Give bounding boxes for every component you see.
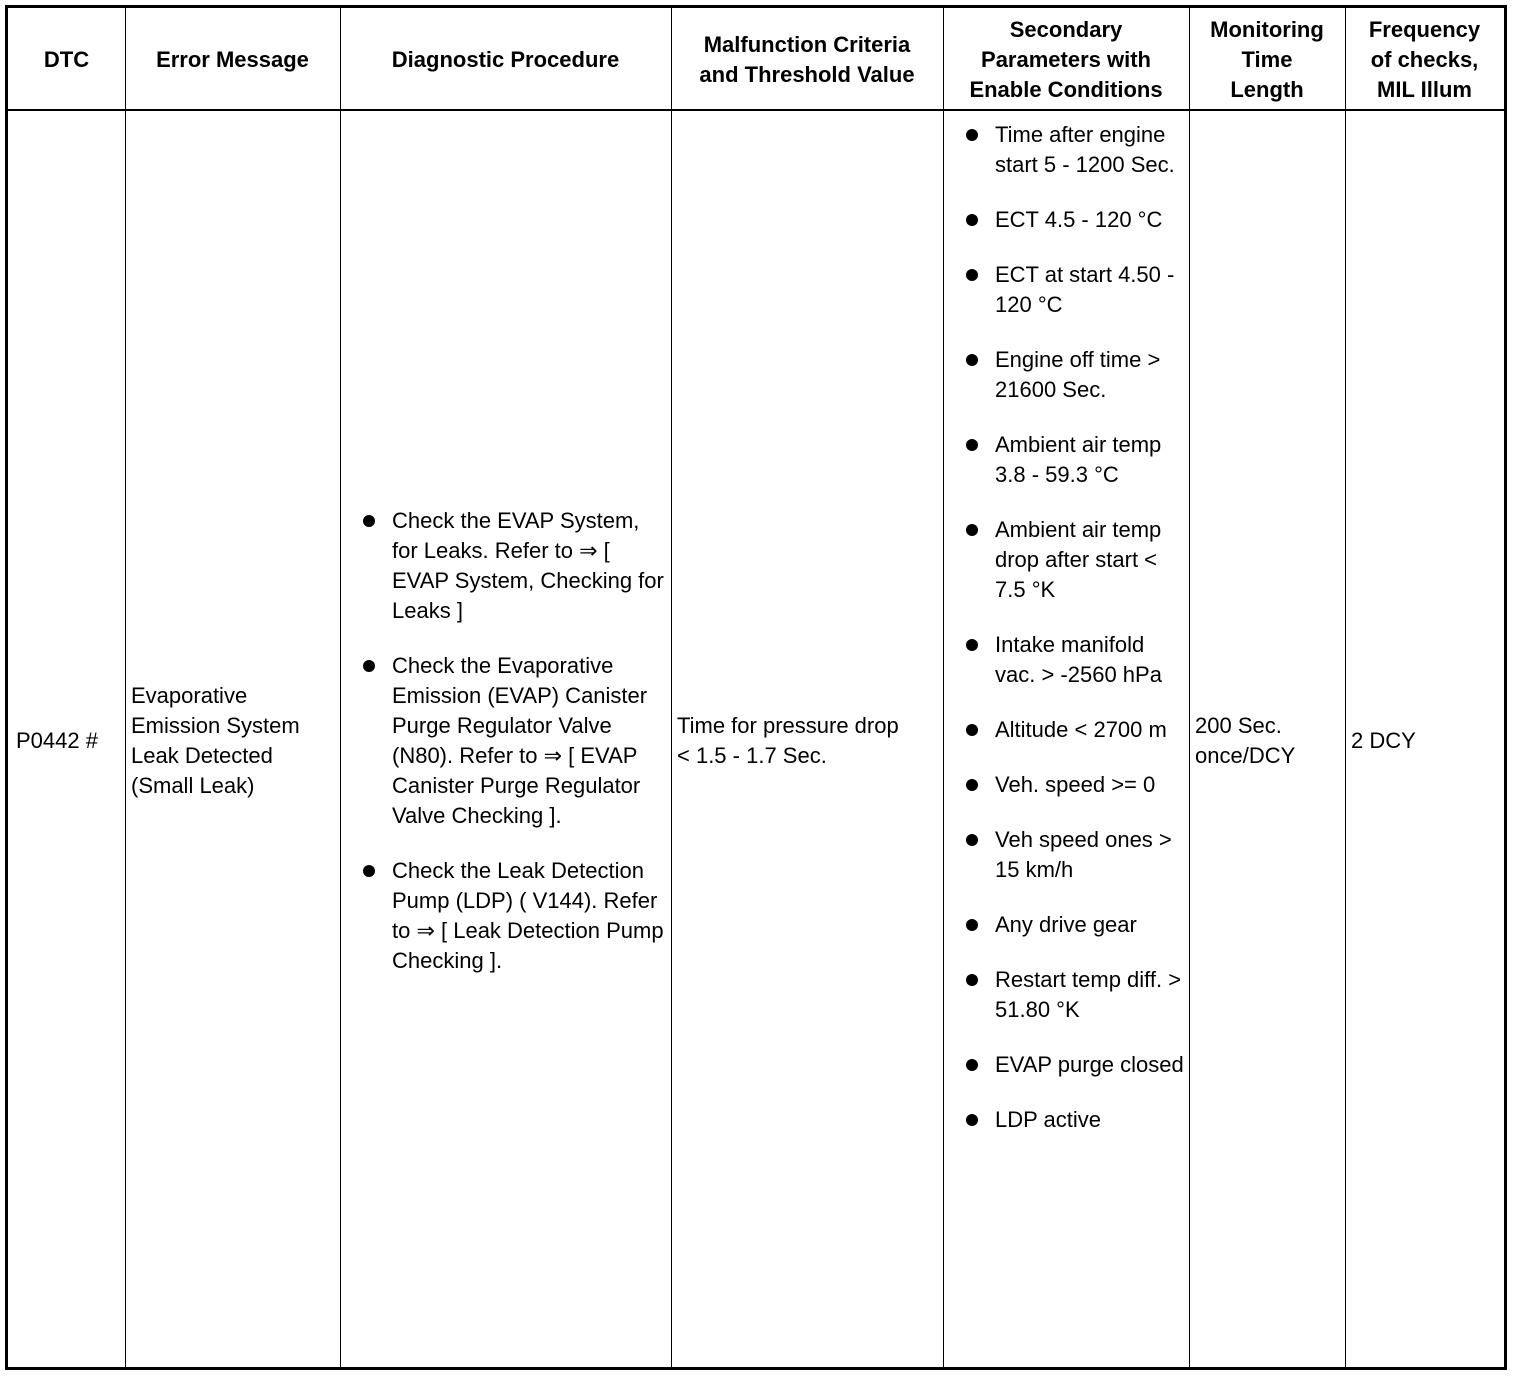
- enable-condition: ECT 4.5 - 120 °C: [963, 205, 1187, 235]
- enable-condition: Intake manifold vac. > -2560 hPa: [963, 630, 1187, 690]
- row-error-message-cell: [125, 111, 340, 1370]
- diagnostic-step: Check the EVAP System, for Leaks. Refer to ⇒ [ EVAP System, Checking for Leaks ]: [360, 506, 667, 626]
- row-monitoring-time-cell: [1189, 111, 1345, 1370]
- dtc-code: P0442 #: [16, 727, 98, 753]
- diagnostic-step: Check the Leak Detection Pump (LDP) ( V144). Refer to ⇒ [ Leak Detection Pump Checking ].: [360, 856, 667, 976]
- enable-condition: Time after engine start 5 - 1200 Sec.: [963, 120, 1187, 180]
- frequency-value: 2 DCY: [1351, 727, 1416, 753]
- dtc-table: [5, 5, 1507, 1370]
- header-malfunction-criteria: Malfunction Criteria and Threshold Value: [699, 31, 915, 87]
- header-secondary-parameters: Secondary Parameters with Enable Conditions: [969, 16, 1163, 102]
- row-secondary-parameters-cell: [943, 111, 1189, 1370]
- secondary-parameters-list: [963, 120, 1187, 1135]
- diagnostic-step: Check the Evaporative Emission (EVAP) Canister Purge Regulator Valve (N80). Refer to ⇒ [ EVAP Canister Purge Regulator Valve Checking ].: [360, 651, 667, 831]
- row-diagnostic-procedure-cell: [340, 111, 671, 1370]
- enable-condition: Veh. speed >= 0: [963, 770, 1187, 800]
- enable-condition: Restart temp diff. > 51.80 °K: [963, 965, 1187, 1025]
- header-diagnostic-procedure: Diagnostic Procedure: [391, 46, 620, 72]
- row-frequency-cell: [1345, 111, 1504, 1370]
- header-dtc: DTC: [43, 46, 90, 72]
- header-error-message: Error Message: [156, 46, 309, 72]
- enable-condition: Veh speed ones > 15 km/h: [963, 825, 1187, 885]
- enable-condition: Any drive gear: [963, 910, 1187, 940]
- monitoring-time: 200 Sec. once/DCY: [1195, 712, 1296, 768]
- error-message: Evaporative Emission System Leak Detected (Small Leak): [131, 682, 300, 798]
- enable-condition: Altitude < 2700 m: [963, 715, 1187, 745]
- enable-condition: Engine off time > 21600 Sec.: [963, 345, 1187, 405]
- enable-condition: LDP active: [963, 1105, 1187, 1135]
- row-dtc-cell: [8, 111, 125, 1370]
- malfunction-criteria: Time for pressure drop < 1.5 - 1.7 Sec.: [677, 712, 899, 768]
- header-monitoring-time: Monitoring Time Length: [1210, 16, 1324, 102]
- enable-condition: EVAP purge closed: [963, 1050, 1187, 1080]
- diagnostic-procedure-list: [360, 506, 667, 976]
- enable-condition: Ambient air temp drop after start < 7.5 °K: [963, 515, 1187, 605]
- header-frequency: Frequency of checks, MIL Illum: [1368, 16, 1481, 102]
- enable-condition: Ambient air temp 3.8 - 59.3 °C: [963, 430, 1187, 490]
- enable-condition: ECT at start 4.50 - 120 °C: [963, 260, 1187, 320]
- row-malfunction-criteria-cell: [671, 111, 943, 1370]
